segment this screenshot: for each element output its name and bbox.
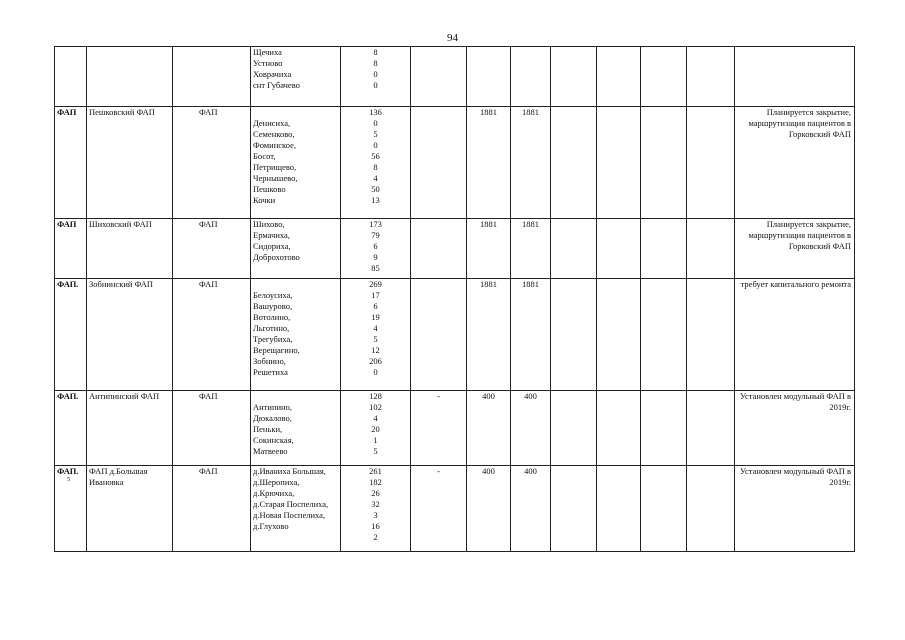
facility-kind-cell: ФАП <box>173 391 251 466</box>
settlement-population: 56 <box>371 151 380 161</box>
settlement-name: Ермачиха, <box>253 230 290 240</box>
empty-cell <box>597 279 641 391</box>
facility-name-cell: Зобнинский ФАП <box>87 279 173 391</box>
settlement-population: 50 <box>371 184 380 194</box>
column-8-cell <box>511 47 551 107</box>
settlement-population: 19 <box>371 312 380 322</box>
settlement-name: Вотолино, <box>253 312 291 322</box>
settlement-population: 8 <box>373 162 378 172</box>
spacer-line <box>253 279 338 290</box>
column-8-cell: 400 <box>511 391 551 466</box>
spacer-line <box>253 107 338 118</box>
facility-type-cell <box>55 279 87 391</box>
empty-cell <box>641 466 687 552</box>
empty-cell <box>641 219 687 279</box>
empty-cell <box>551 107 597 219</box>
facility-kind-cell: ФАП <box>173 219 251 279</box>
facility-type: ФАП. <box>57 466 79 476</box>
settlement-population: 26 <box>371 488 380 498</box>
facility-type: ФАП. <box>57 391 79 401</box>
settlements-cell <box>251 47 341 107</box>
empty-cell <box>597 391 641 466</box>
settlement-name: Фоминское, <box>253 140 297 150</box>
settlement-population: 0 <box>373 140 378 150</box>
page-number: 94 <box>447 32 458 44</box>
settlement-population: 5 <box>373 129 378 139</box>
settlement-population: 20 <box>371 424 380 434</box>
settlement-name: Устново <box>253 58 283 68</box>
settlement-population: 4 <box>373 323 378 333</box>
settlement-population: 1 <box>373 435 378 445</box>
settlement-population: 182 <box>369 477 382 487</box>
empty-cell <box>551 47 597 107</box>
note-cell: требует капитального ремонта <box>735 279 855 391</box>
note-cell <box>735 47 855 107</box>
table-row <box>55 107 855 219</box>
settlement-name: Петрищево, <box>253 162 297 172</box>
facility-kind-cell: ФАП <box>173 466 251 552</box>
settlement-population: 5 <box>373 446 378 456</box>
population-total: 261 <box>369 466 382 476</box>
column-8-cell: 1881 <box>511 219 551 279</box>
settlement-name: Льготино, <box>253 323 290 333</box>
column-7-cell: 1881 <box>467 279 511 391</box>
settlement-population: 2 <box>373 532 378 542</box>
table-row <box>55 391 855 466</box>
settlements-cell <box>251 279 341 391</box>
population-cell <box>341 47 411 107</box>
settlement-name: Семенково, <box>253 129 295 139</box>
settlement-name: Трегубиха, <box>253 334 293 344</box>
settlement-name: Сокинская, <box>253 435 294 445</box>
empty-cell <box>687 391 735 466</box>
facility-kind-cell: ФАП <box>173 279 251 391</box>
population-cell <box>341 466 411 552</box>
settlement-name: Белоусиха, <box>253 290 293 300</box>
settlement-name: Вашурово, <box>253 301 293 311</box>
settlement-name: Верещагино, <box>253 345 300 355</box>
settlement-name: д.Иваниха Большая, <box>253 466 326 476</box>
empty-cell <box>551 279 597 391</box>
settlement-name: Зобнино, <box>253 356 286 366</box>
column-7-cell: 1881 <box>467 107 511 219</box>
facility-name-cell: Антипинский ФАП <box>87 391 173 466</box>
settlement-population: 6 <box>373 301 378 311</box>
settlement-name: Чернышево, <box>253 173 298 183</box>
settlements-cell <box>251 107 341 219</box>
settlement-population: 0 <box>373 118 378 128</box>
settlement-population: 32 <box>371 499 380 509</box>
empty-cell <box>687 219 735 279</box>
facility-type: ФАП. <box>57 279 79 289</box>
population-cell <box>341 391 411 466</box>
empty-cell <box>687 47 735 107</box>
table-row <box>55 47 855 107</box>
note-cell: Планируется закрытие, маршрутизация пациентов в Горковский ФАП <box>735 107 855 219</box>
settlement-name: Доброхотово <box>253 252 300 262</box>
facility-type-superscript: 5 <box>67 477 70 483</box>
column-7-cell: 400 <box>467 466 511 552</box>
spacer-line <box>253 391 338 402</box>
column-6-cell <box>411 219 467 279</box>
population-total: 173 <box>369 219 382 229</box>
settlement-population: 12 <box>371 345 380 355</box>
note-cell: Установлен модульный ФАП в 2019г. <box>735 391 855 466</box>
settlements-cell <box>251 466 341 552</box>
population-cell <box>341 219 411 279</box>
empty-cell <box>641 279 687 391</box>
settlement-name: Босот, <box>253 151 276 161</box>
note-cell: Установлен модульный ФАП в 2019г. <box>735 466 855 552</box>
settlement-name: Решетиха <box>253 367 288 377</box>
settlement-population: 8 <box>373 58 378 68</box>
facility-type-cell <box>55 47 87 107</box>
empty-cell <box>687 107 735 219</box>
settlement-name: Шихово, <box>253 219 285 229</box>
facility-name-cell: ФАП д.Большая Ивановка <box>87 466 173 552</box>
empty-cell <box>551 466 597 552</box>
settlement-population: 17 <box>371 290 380 300</box>
settlement-population: 0 <box>373 69 378 79</box>
settlement-name: Пешково <box>253 184 286 194</box>
settlement-population: 16 <box>371 521 380 531</box>
settlement-name: Кочки <box>253 195 276 205</box>
settlements-cell <box>251 219 341 279</box>
column-6-cell: - <box>411 391 467 466</box>
column-6-cell <box>411 279 467 391</box>
settlement-population: 3 <box>373 510 378 520</box>
settlement-name: д.Шеропиха, <box>253 477 300 487</box>
settlement-population: 4 <box>373 413 378 423</box>
empty-cell <box>597 466 641 552</box>
empty-cell <box>551 219 597 279</box>
empty-cell <box>641 47 687 107</box>
column-8-cell: 400 <box>511 466 551 552</box>
settlement-name: д.Старая Поспелиха, <box>253 499 329 509</box>
settlement-population: 206 <box>369 356 382 366</box>
settlement-name: Щечиха <box>253 47 282 57</box>
column-6-cell <box>411 47 467 107</box>
table-row <box>55 219 855 279</box>
empty-cell <box>551 391 597 466</box>
settlement-name: д.Глухово <box>253 521 289 531</box>
settlement-population: 102 <box>369 402 382 412</box>
settlement-name: Матвеево <box>253 446 288 456</box>
empty-cell <box>597 107 641 219</box>
facility-name-cell <box>87 47 173 107</box>
column-8-cell: 1881 <box>511 107 551 219</box>
settlements-cell <box>251 391 341 466</box>
empty-cell <box>687 466 735 552</box>
facilities-table <box>54 46 855 552</box>
facility-type-cell <box>55 391 87 466</box>
note-cell: Планируется закрытие, маршрутизация пациентов в Горковский ФАП <box>735 219 855 279</box>
settlement-population: 8 <box>373 47 378 57</box>
empty-cell <box>597 47 641 107</box>
settlement-population: 9 <box>373 252 378 262</box>
facility-kind-cell <box>173 47 251 107</box>
column-7-cell: 1881 <box>467 219 511 279</box>
facility-name-cell: Пешковский ФАП <box>87 107 173 219</box>
facility-name-cell: Шиховский ФАП <box>87 219 173 279</box>
settlement-population: 0 <box>373 367 378 377</box>
settlement-name: Денисиха, <box>253 118 291 128</box>
empty-cell <box>641 391 687 466</box>
empty-cell <box>597 219 641 279</box>
settlement-population: 6 <box>373 241 378 251</box>
facility-type-cell <box>55 219 87 279</box>
facility-type: ФАП <box>57 219 77 229</box>
facility-type-cell <box>55 466 87 552</box>
column-7-cell: 400 <box>467 391 511 466</box>
column-7-cell <box>467 47 511 107</box>
settlement-population: 13 <box>371 195 380 205</box>
column-8-cell: 1881 <box>511 279 551 391</box>
settlement-name: д.Крючиха, <box>253 488 295 498</box>
settlement-name: Ховрачиха <box>253 69 292 79</box>
population-total: 128 <box>369 391 382 401</box>
population-total: 269 <box>369 279 382 289</box>
facility-type: ФАП <box>57 107 77 117</box>
facility-type-cell <box>55 107 87 219</box>
settlement-name: Пеньки, <box>253 424 283 434</box>
facility-kind-cell: ФАП <box>173 107 251 219</box>
settlement-name: Дюкалово, <box>253 413 292 423</box>
population-cell <box>341 107 411 219</box>
population-total: 136 <box>369 107 382 117</box>
population-cell <box>341 279 411 391</box>
settlement-name: Антипино, <box>253 402 292 412</box>
table-row <box>55 466 855 552</box>
settlement-population: 79 <box>371 230 380 240</box>
settlement-population: 0 <box>373 80 378 90</box>
settlement-name: д.Новая Поспелиха, <box>253 510 326 520</box>
settlement-population: 5 <box>373 334 378 344</box>
settlement-population: 85 <box>371 263 380 273</box>
column-6-cell: - <box>411 466 467 552</box>
table-row <box>55 279 855 391</box>
settlement-name: Сидориха, <box>253 241 291 251</box>
empty-cell <box>687 279 735 391</box>
empty-cell <box>641 107 687 219</box>
settlement-population: 4 <box>373 173 378 183</box>
settlement-name: снт Губачево <box>253 80 300 90</box>
column-6-cell <box>411 107 467 219</box>
